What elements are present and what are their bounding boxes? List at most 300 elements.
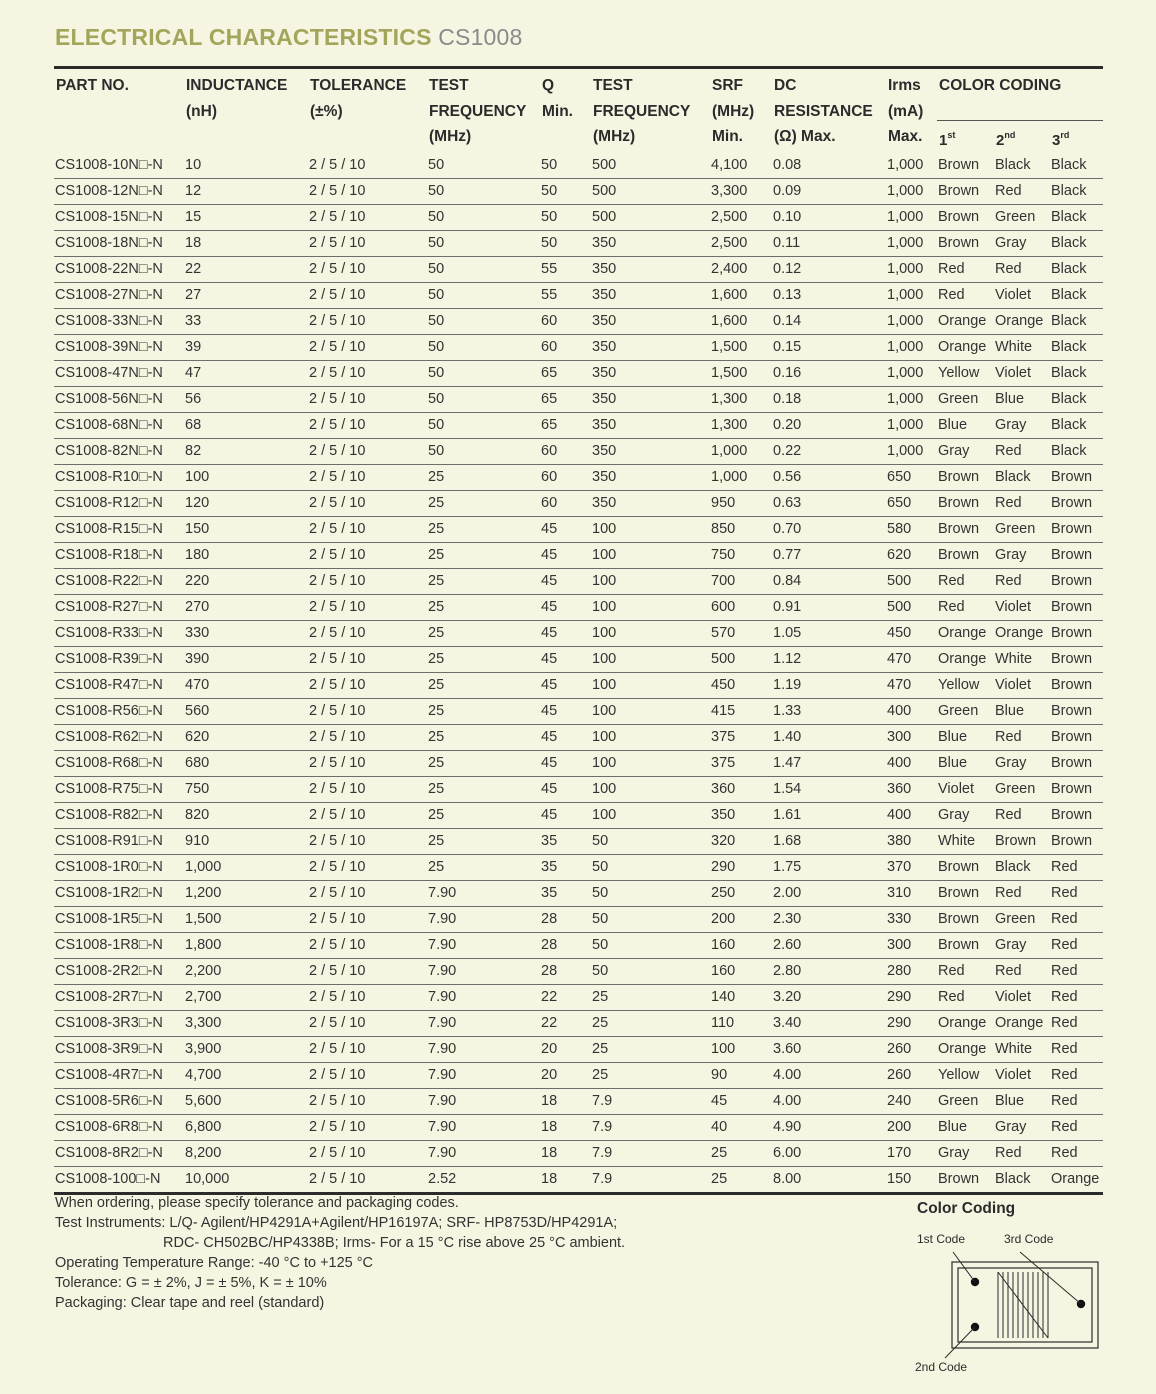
cell-test-frequency-q: 50 [591, 855, 710, 881]
cell-color-2nd: Blue [994, 1089, 1050, 1115]
cell-srf: 350 [710, 803, 772, 829]
cell-part-no: CS1008-R33□-N [54, 621, 184, 647]
cell-test-frequency-q: 100 [591, 569, 710, 595]
header-irms: Irms (mA) Max. [886, 68, 937, 154]
cell-irms: 400 [886, 803, 937, 829]
cell-test-frequency-q: 50 [591, 881, 710, 907]
table-row [54, 517, 1103, 543]
cell-tolerance: 2 / 5 / 10 [308, 153, 427, 179]
cell-dc-resistance: 1.61 [772, 803, 886, 829]
note-packaging: Packaging: Clear tape and reel (standard) [55, 1295, 325, 1311]
cell-color-2nd: Blue [994, 387, 1050, 413]
cell-tolerance: 2 / 5 / 10 [308, 751, 427, 777]
cell-test-frequency-l: 25 [427, 751, 540, 777]
cell-part-no: CS1008-4R7□-N [54, 1063, 184, 1089]
cell-color-2nd: Red [994, 491, 1050, 517]
cell-tolerance: 2 / 5 / 10 [308, 1063, 427, 1089]
cell-test-frequency-l: 25 [427, 803, 540, 829]
cell-test-frequency-l: 25 [427, 491, 540, 517]
cell-srf: 160 [710, 933, 772, 959]
cell-test-frequency-q: 350 [591, 335, 710, 361]
cell-srf: 320 [710, 829, 772, 855]
cell-inductance: 8,200 [184, 1141, 308, 1167]
cell-q-min: 60 [540, 439, 591, 465]
cell-color-3rd: Red [1050, 1141, 1103, 1167]
cell-color-1st: Brown [937, 1167, 994, 1194]
cell-test-frequency-l: 50 [427, 231, 540, 257]
cell-dc-resistance: 1.68 [772, 829, 886, 855]
cell-part-no: CS1008-R10□-N [54, 465, 184, 491]
cell-inductance: 47 [184, 361, 308, 387]
cell-inductance: 680 [184, 751, 308, 777]
header-part-no: PART NO. [54, 68, 184, 154]
cell-color-2nd: Black [994, 153, 1050, 179]
cell-q-min: 28 [540, 907, 591, 933]
cell-irms: 380 [886, 829, 937, 855]
cell-test-frequency-l: 7.90 [427, 1089, 540, 1115]
cell-inductance: 3,300 [184, 1011, 308, 1037]
cell-test-frequency-q: 350 [591, 361, 710, 387]
header-dc-resistance: DC RESISTANCE (Ω) Max. [772, 68, 886, 154]
cell-q-min: 65 [540, 387, 591, 413]
cell-irms: 280 [886, 959, 937, 985]
cell-part-no: CS1008-2R2□-N [54, 959, 184, 985]
cell-color-1st: Violet [937, 777, 994, 803]
cell-inductance: 1,200 [184, 881, 308, 907]
cell-test-frequency-q: 100 [591, 699, 710, 725]
cell-color-3rd: Brown [1050, 673, 1103, 699]
cell-inductance: 2,200 [184, 959, 308, 985]
cell-q-min: 65 [540, 361, 591, 387]
second-code-label: 2nd Code [915, 1360, 968, 1374]
cell-irms: 370 [886, 855, 937, 881]
cell-q-min: 35 [540, 855, 591, 881]
cell-tolerance: 2 / 5 / 10 [308, 1167, 427, 1194]
cell-tolerance: 2 / 5 / 10 [308, 413, 427, 439]
cell-test-frequency-l: 25 [427, 673, 540, 699]
cell-q-min: 45 [540, 517, 591, 543]
cell-tolerance: 2 / 5 / 10 [308, 1141, 427, 1167]
cell-srf: 1,000 [710, 439, 772, 465]
cell-q-min: 28 [540, 959, 591, 985]
cell-part-no: CS1008-3R3□-N [54, 1011, 184, 1037]
cell-srf: 100 [710, 1037, 772, 1063]
cell-dc-resistance: 1.40 [772, 725, 886, 751]
cell-dc-resistance: 6.00 [772, 1141, 886, 1167]
cell-test-frequency-q: 50 [591, 959, 710, 985]
table-row [54, 309, 1103, 335]
cell-color-2nd: Violet [994, 283, 1050, 309]
cell-dc-resistance: 4.00 [772, 1063, 886, 1089]
header-color-1st: 1st [939, 130, 956, 149]
cell-part-no: CS1008-8R2□-N [54, 1141, 184, 1167]
cell-color-1st: Brown [937, 153, 994, 179]
third-code-label: 3rd Code [1004, 1232, 1054, 1246]
cell-irms: 300 [886, 725, 937, 751]
cell-test-frequency-l: 25 [427, 725, 540, 751]
cell-irms: 290 [886, 985, 937, 1011]
cell-srf: 25 [710, 1167, 772, 1194]
note-test-instruments-cont: RDC- CH502BC/HP4338B; Irms- For a 15 °C rise above 25 °C ambient. [163, 1235, 626, 1251]
cell-tolerance: 2 / 5 / 10 [308, 855, 427, 881]
title-main: ELECTRICAL CHARACTERISTICS [55, 24, 432, 50]
cell-tolerance: 2 / 5 / 10 [308, 387, 427, 413]
cell-test-frequency-l: 50 [427, 387, 540, 413]
cell-dc-resistance: 0.56 [772, 465, 886, 491]
cell-irms: 1,000 [886, 361, 937, 387]
cell-test-frequency-q: 100 [591, 673, 710, 699]
cell-part-no: CS1008-R75□-N [54, 777, 184, 803]
cell-tolerance: 2 / 5 / 10 [308, 1037, 427, 1063]
cell-srf: 360 [710, 777, 772, 803]
cell-irms: 1,000 [886, 309, 937, 335]
cell-test-frequency-l: 25 [427, 595, 540, 621]
cell-inductance: 3,900 [184, 1037, 308, 1063]
cell-dc-resistance: 2.00 [772, 881, 886, 907]
cell-irms: 1,000 [886, 153, 937, 179]
cell-test-frequency-q: 350 [591, 283, 710, 309]
cell-srf: 950 [710, 491, 772, 517]
cell-q-min: 55 [540, 257, 591, 283]
cell-test-frequency-l: 2.52 [427, 1167, 540, 1194]
cell-dc-resistance: 0.15 [772, 335, 886, 361]
cell-inductance: 2,700 [184, 985, 308, 1011]
cell-test-frequency-q: 350 [591, 231, 710, 257]
cell-color-2nd: Red [994, 257, 1050, 283]
cell-q-min: 18 [540, 1167, 591, 1194]
cell-inductance: 10,000 [184, 1167, 308, 1194]
cell-irms: 500 [886, 569, 937, 595]
cell-srf: 570 [710, 621, 772, 647]
table-row [54, 1089, 1103, 1115]
cell-test-frequency-l: 7.90 [427, 907, 540, 933]
cell-srf: 160 [710, 959, 772, 985]
cell-color-2nd: Gray [994, 1115, 1050, 1141]
table-row [54, 257, 1103, 283]
cell-test-frequency-q: 50 [591, 829, 710, 855]
cell-q-min: 45 [540, 595, 591, 621]
color-coding-figure [905, 1198, 1125, 1388]
table-row [54, 1011, 1103, 1037]
cell-tolerance: 2 / 5 / 10 [308, 933, 427, 959]
cell-inductance: 12 [184, 179, 308, 205]
cell-color-3rd: Brown [1050, 751, 1103, 777]
cell-color-1st: Orange [937, 621, 994, 647]
cell-color-2nd: Black [994, 855, 1050, 881]
table-body [54, 153, 1103, 1194]
table-row [54, 621, 1103, 647]
cell-dc-resistance: 0.84 [772, 569, 886, 595]
cell-part-no: CS1008-1R5□-N [54, 907, 184, 933]
table-row [54, 491, 1103, 517]
cell-irms: 1,000 [886, 413, 937, 439]
cell-color-1st: Brown [937, 517, 994, 543]
cell-tolerance: 2 / 5 / 10 [308, 881, 427, 907]
cell-color-3rd: Red [1050, 1063, 1103, 1089]
cell-q-min: 18 [540, 1141, 591, 1167]
cell-color-1st: Gray [937, 1141, 994, 1167]
cell-irms: 260 [886, 1063, 937, 1089]
cell-part-no: CS1008-R27□-N [54, 595, 184, 621]
cell-part-no: CS1008-5R6□-N [54, 1089, 184, 1115]
cell-color-1st: Blue [937, 413, 994, 439]
cell-part-no: CS1008-82N□-N [54, 439, 184, 465]
cell-color-1st: Brown [937, 933, 994, 959]
cell-test-frequency-q: 7.9 [591, 1089, 710, 1115]
table-row [54, 231, 1103, 257]
cell-part-no: CS1008-2R7□-N [54, 985, 184, 1011]
cell-inductance: 1,800 [184, 933, 308, 959]
cell-color-1st: Gray [937, 439, 994, 465]
cell-tolerance: 2 / 5 / 10 [308, 569, 427, 595]
cell-color-1st: Red [937, 959, 994, 985]
cell-q-min: 45 [540, 751, 591, 777]
cell-part-no: CS1008-3R9□-N [54, 1037, 184, 1063]
cell-color-1st: Green [937, 1089, 994, 1115]
cell-color-3rd: Brown [1050, 465, 1103, 491]
cell-tolerance: 2 / 5 / 10 [308, 595, 427, 621]
cell-test-frequency-l: 25 [427, 829, 540, 855]
table-row [54, 985, 1103, 1011]
cell-test-frequency-l: 25 [427, 543, 540, 569]
cell-dc-resistance: 1.19 [772, 673, 886, 699]
cell-test-frequency-l: 25 [427, 777, 540, 803]
cell-part-no: CS1008-R12□-N [54, 491, 184, 517]
cell-inductance: 4,700 [184, 1063, 308, 1089]
cell-dc-resistance: 0.08 [772, 153, 886, 179]
cell-srf: 140 [710, 985, 772, 1011]
cell-tolerance: 2 / 5 / 10 [308, 959, 427, 985]
cell-color-2nd: Red [994, 1141, 1050, 1167]
cell-color-3rd: Black [1050, 257, 1103, 283]
header-inductance: INDUCTANCE (nH) [184, 68, 308, 154]
cell-color-1st: Blue [937, 725, 994, 751]
cell-test-frequency-l: 7.90 [427, 1037, 540, 1063]
cell-inductance: 330 [184, 621, 308, 647]
cell-tolerance: 2 / 5 / 10 [308, 335, 427, 361]
table-row [54, 335, 1103, 361]
cell-color-1st: Green [937, 387, 994, 413]
table-row [54, 647, 1103, 673]
table-row [54, 543, 1103, 569]
cell-q-min: 18 [540, 1089, 591, 1115]
cell-q-min: 50 [540, 231, 591, 257]
header-q-min: Q Min. [540, 68, 591, 154]
cell-color-1st: Yellow [937, 673, 994, 699]
cell-color-1st: Orange [937, 1037, 994, 1063]
cell-part-no: CS1008-18N□-N [54, 231, 184, 257]
cell-srf: 110 [710, 1011, 772, 1037]
cell-q-min: 35 [540, 881, 591, 907]
cell-part-no: CS1008-R22□-N [54, 569, 184, 595]
cell-tolerance: 2 / 5 / 10 [308, 803, 427, 829]
table-row [54, 1141, 1103, 1167]
cell-color-1st: Brown [937, 543, 994, 569]
table-row [54, 361, 1103, 387]
cell-dc-resistance: 1.33 [772, 699, 886, 725]
cell-tolerance: 2 / 5 / 10 [308, 1115, 427, 1141]
cell-dc-resistance: 1.47 [772, 751, 886, 777]
cell-srf: 2,400 [710, 257, 772, 283]
cell-test-frequency-l: 50 [427, 335, 540, 361]
cell-test-frequency-l: 25 [427, 647, 540, 673]
cell-test-frequency-q: 500 [591, 153, 710, 179]
cell-q-min: 45 [540, 777, 591, 803]
cell-color-3rd: Black [1050, 387, 1103, 413]
cell-color-3rd: Black [1050, 205, 1103, 231]
table-row [54, 907, 1103, 933]
cell-test-frequency-l: 25 [427, 855, 540, 881]
cell-test-frequency-q: 100 [591, 751, 710, 777]
cell-dc-resistance: 2.80 [772, 959, 886, 985]
cell-irms: 400 [886, 699, 937, 725]
cell-test-frequency-q: 500 [591, 179, 710, 205]
cell-inductance: 10 [184, 153, 308, 179]
cell-color-2nd: Violet [994, 595, 1050, 621]
cell-tolerance: 2 / 5 / 10 [308, 257, 427, 283]
cell-tolerance: 2 / 5 / 10 [308, 829, 427, 855]
cell-test-frequency-q: 25 [591, 1063, 710, 1089]
cell-irms: 500 [886, 595, 937, 621]
cell-irms: 360 [886, 777, 937, 803]
cell-inductance: 1,000 [184, 855, 308, 881]
table-row [54, 959, 1103, 985]
cell-color-2nd: Green [994, 517, 1050, 543]
cell-color-2nd: Green [994, 205, 1050, 231]
cell-part-no: CS1008-56N□-N [54, 387, 184, 413]
cell-q-min: 20 [540, 1037, 591, 1063]
cell-irms: 1,000 [886, 179, 937, 205]
cell-test-frequency-l: 7.90 [427, 1063, 540, 1089]
cell-color-1st: Orange [937, 309, 994, 335]
cell-color-1st: Brown [937, 881, 994, 907]
cell-color-3rd: Red [1050, 933, 1103, 959]
cell-srf: 1,000 [710, 465, 772, 491]
cell-inductance: 620 [184, 725, 308, 751]
table-row [54, 673, 1103, 699]
cell-color-3rd: Red [1050, 1089, 1103, 1115]
table-row [54, 439, 1103, 465]
cell-irms: 240 [886, 1089, 937, 1115]
cell-test-frequency-l: 7.90 [427, 933, 540, 959]
header-test-frequency-q: TEST FREQUENCY (MHz) [591, 68, 710, 154]
cell-color-3rd: Black [1050, 283, 1103, 309]
cell-inductance: 750 [184, 777, 308, 803]
cell-test-frequency-q: 350 [591, 309, 710, 335]
cell-color-1st: Red [937, 257, 994, 283]
cell-tolerance: 2 / 5 / 10 [308, 1089, 427, 1115]
cell-inductance: 6,800 [184, 1115, 308, 1141]
cell-srf: 1,500 [710, 361, 772, 387]
cell-color-3rd: Orange [1050, 1167, 1103, 1194]
cell-tolerance: 2 / 5 / 10 [308, 543, 427, 569]
cell-srf: 1,600 [710, 283, 772, 309]
cell-test-frequency-l: 7.90 [427, 881, 540, 907]
cell-color-2nd: Red [994, 569, 1050, 595]
cell-q-min: 60 [540, 309, 591, 335]
cell-color-2nd: Violet [994, 985, 1050, 1011]
cell-srf: 200 [710, 907, 772, 933]
cell-part-no: CS1008-R56□-N [54, 699, 184, 725]
cell-color-2nd: Black [994, 465, 1050, 491]
cell-inductance: 560 [184, 699, 308, 725]
cell-part-no: CS1008-R82□-N [54, 803, 184, 829]
table-row [54, 1167, 1103, 1194]
cell-test-frequency-q: 100 [591, 777, 710, 803]
cell-tolerance: 2 / 5 / 10 [308, 647, 427, 673]
cell-part-no: CS1008-1R0□-N [54, 855, 184, 881]
cell-dc-resistance: 3.40 [772, 1011, 886, 1037]
cell-q-min: 65 [540, 413, 591, 439]
header-srf: SRF (MHz) Min. [710, 68, 772, 154]
cell-irms: 470 [886, 673, 937, 699]
cell-tolerance: 2 / 5 / 10 [308, 777, 427, 803]
cell-dc-resistance: 3.20 [772, 985, 886, 1011]
note-ordering: When ordering, please specify tolerance and packaging codes. [55, 1195, 459, 1211]
cell-color-2nd: Red [994, 439, 1050, 465]
cell-part-no: CS1008-R91□-N [54, 829, 184, 855]
cell-part-no: CS1008-1R2□-N [54, 881, 184, 907]
cell-test-frequency-q: 100 [591, 595, 710, 621]
page-title [55, 24, 523, 51]
cell-color-3rd: Red [1050, 1115, 1103, 1141]
cell-q-min: 45 [540, 673, 591, 699]
cell-color-3rd: Brown [1050, 491, 1103, 517]
table-row [54, 751, 1103, 777]
cell-srf: 40 [710, 1115, 772, 1141]
cell-color-3rd: Red [1050, 1011, 1103, 1037]
cell-dc-resistance: 1.12 [772, 647, 886, 673]
cell-inductance: 33 [184, 309, 308, 335]
cell-color-2nd: Gray [994, 543, 1050, 569]
cell-dc-resistance: 4.00 [772, 1089, 886, 1115]
cell-test-frequency-q: 100 [591, 517, 710, 543]
cell-color-3rd: Black [1050, 153, 1103, 179]
cell-part-no: CS1008-39N□-N [54, 335, 184, 361]
cell-irms: 1,000 [886, 231, 937, 257]
table-row [54, 205, 1103, 231]
cell-dc-resistance: 4.90 [772, 1115, 886, 1141]
cell-color-2nd: Orange [994, 309, 1050, 335]
cell-color-2nd: Violet [994, 1063, 1050, 1089]
cell-test-frequency-q: 350 [591, 387, 710, 413]
table-row [54, 387, 1103, 413]
cell-color-3rd: Brown [1050, 699, 1103, 725]
cell-q-min: 45 [540, 569, 591, 595]
cell-q-min: 35 [540, 829, 591, 855]
cell-color-2nd: Red [994, 179, 1050, 205]
note-operating-temperature: Operating Temperature Range: -40 °C to +125 °C [55, 1255, 374, 1271]
cell-test-frequency-q: 50 [591, 907, 710, 933]
cell-part-no: CS1008-1R8□-N [54, 933, 184, 959]
cell-test-frequency-q: 100 [591, 621, 710, 647]
cell-srf: 500 [710, 647, 772, 673]
cell-color-2nd: Orange [994, 1011, 1050, 1037]
cell-irms: 300 [886, 933, 937, 959]
table-row [54, 1115, 1103, 1141]
table-row [54, 725, 1103, 751]
cell-dc-resistance: 2.60 [772, 933, 886, 959]
cell-inductance: 820 [184, 803, 308, 829]
cell-color-2nd: Green [994, 907, 1050, 933]
cell-color-3rd: Brown [1050, 725, 1103, 751]
cell-test-frequency-l: 50 [427, 205, 540, 231]
cell-dc-resistance: 0.12 [772, 257, 886, 283]
cell-inductance: 56 [184, 387, 308, 413]
cell-test-frequency-l: 50 [427, 179, 540, 205]
cell-test-frequency-q: 350 [591, 439, 710, 465]
cell-color-1st: Brown [937, 491, 994, 517]
